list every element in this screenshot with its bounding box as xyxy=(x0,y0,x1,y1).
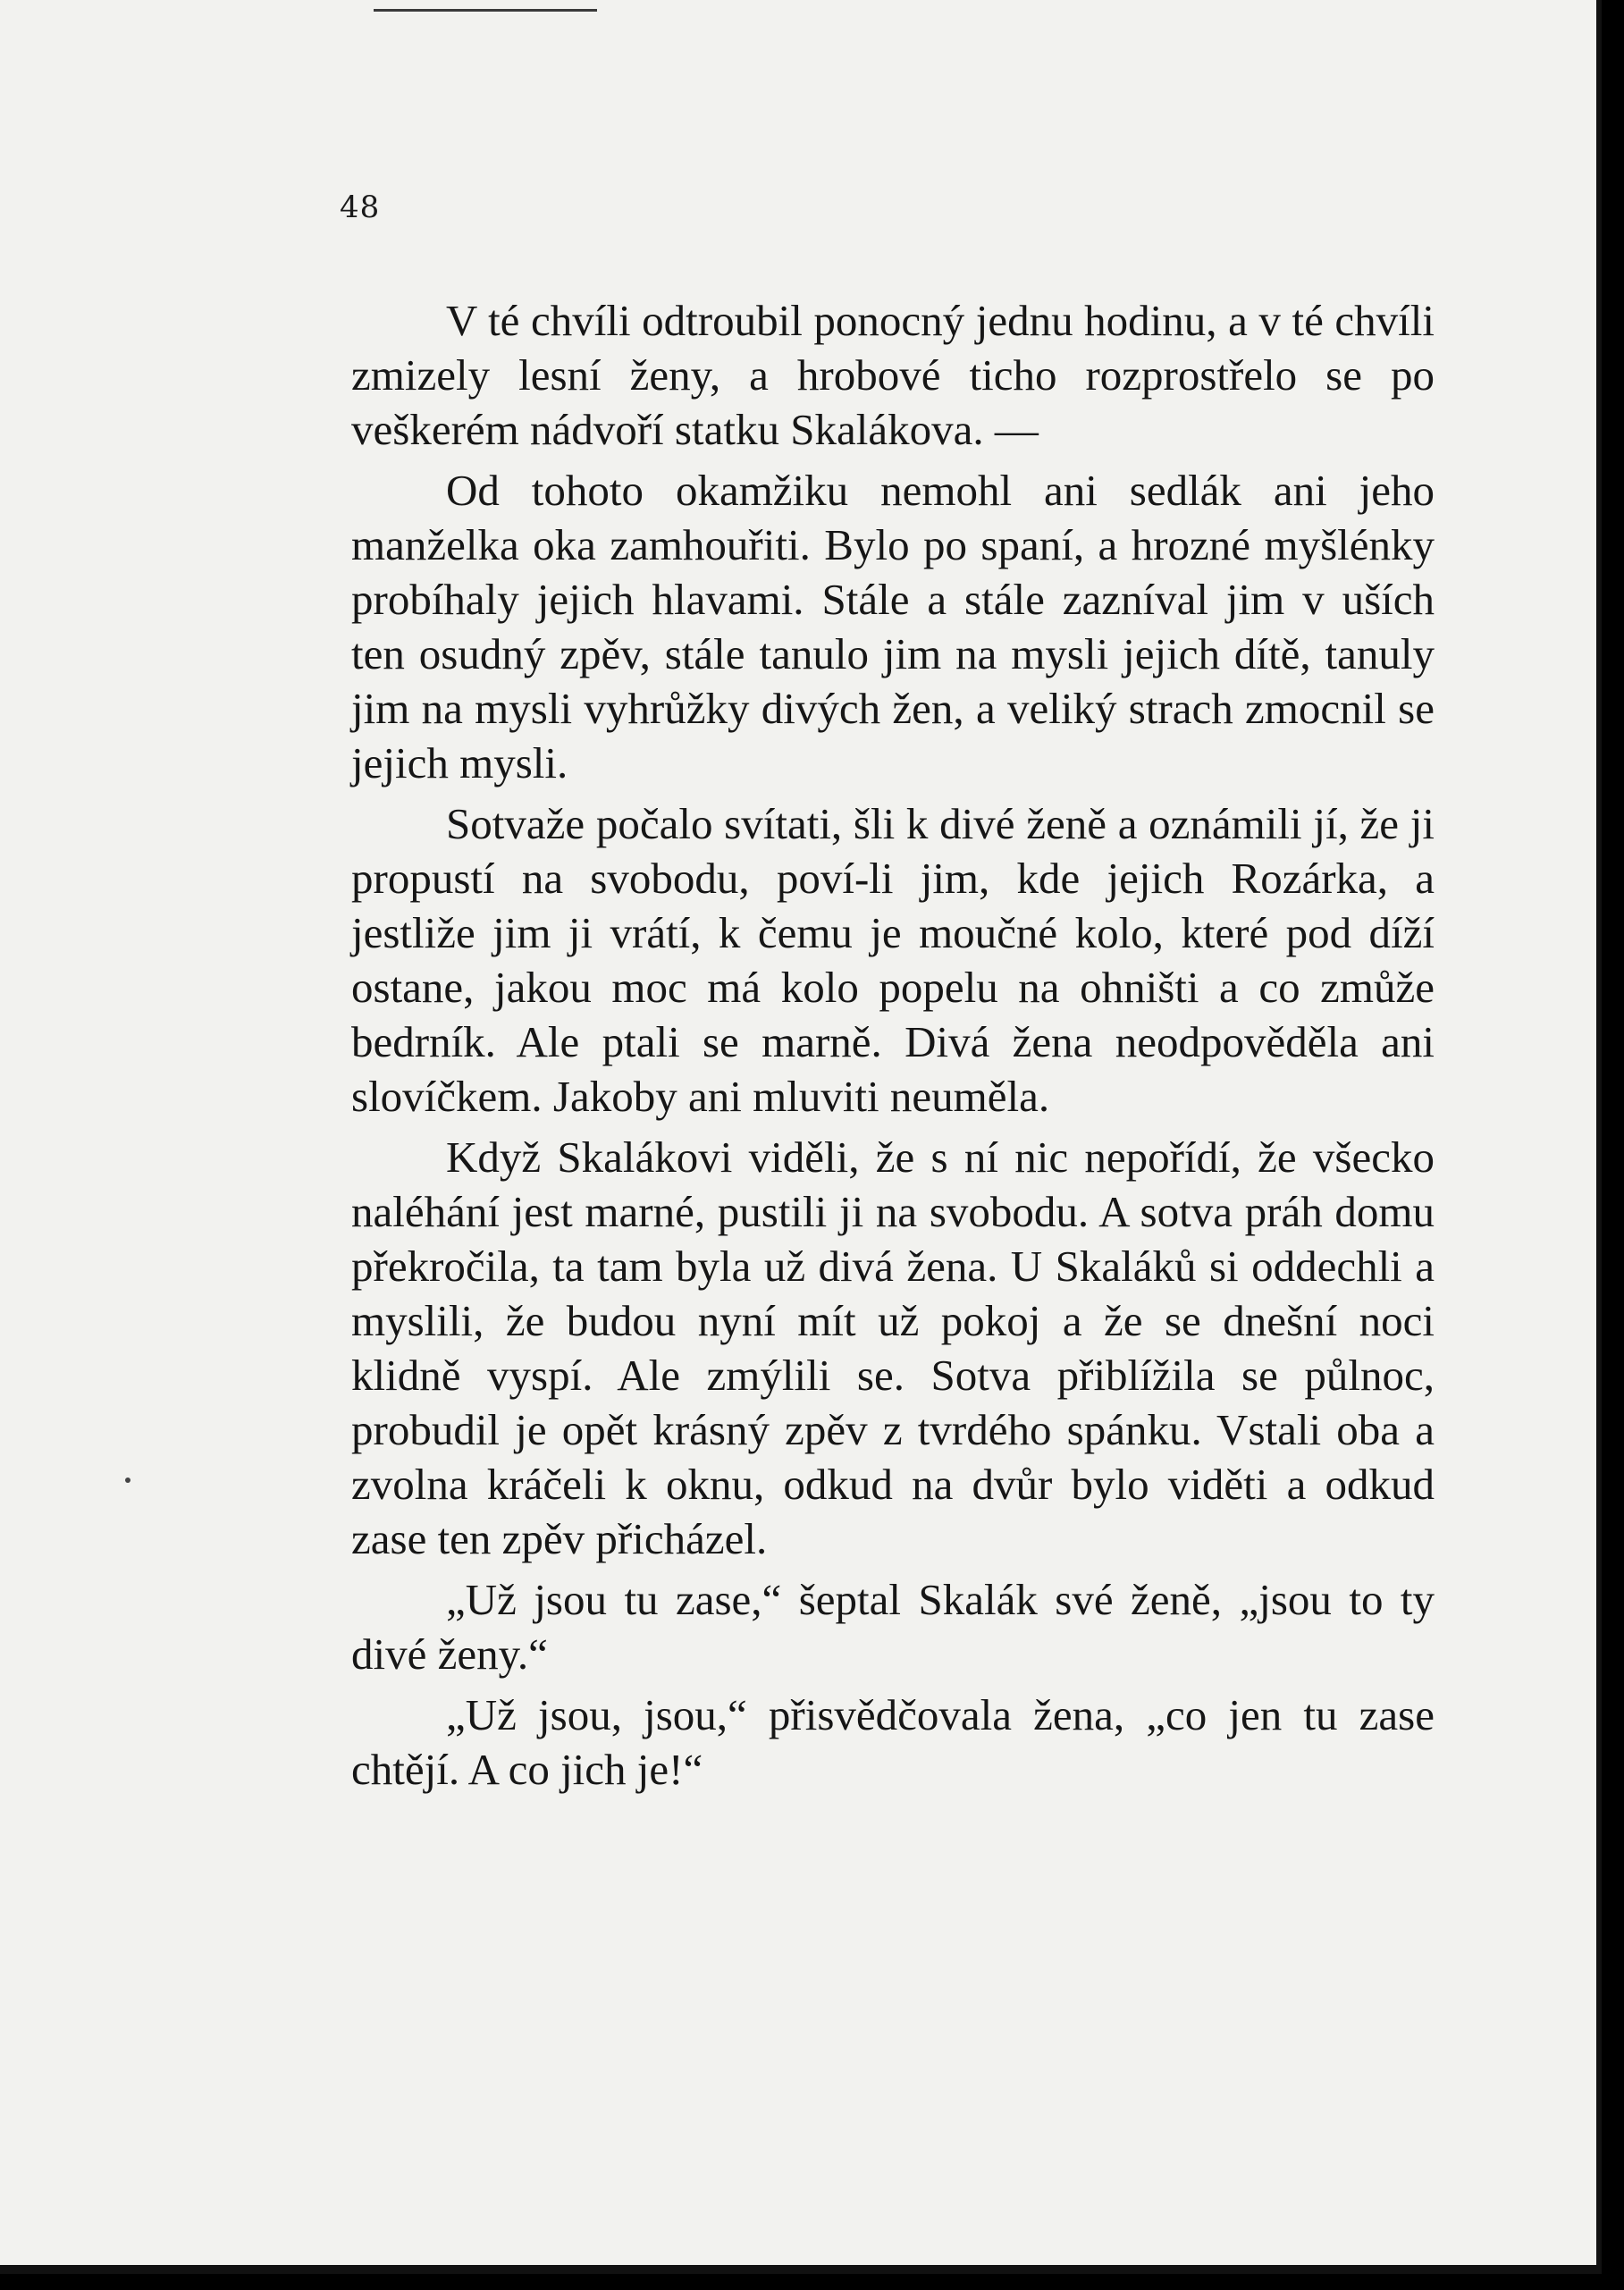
paragraph-3: Sotvaže počalo svítati, šli k divé ženě a oznámili jí, že ji propustí na svobodu, poví-li jim, kde jejich Rozárka, a jestliže jim ji vrátí, k čemu je moučné kolo, které pod díží ostane, jakou moc má kolo popelu na ohništi a co zmůže bedrník. Ale ptali se marně. Divá žena neodpověděla ani slovíčkem. Jakoby ani mluviti neuměla. xyxy=(351,799,1435,1121)
paragraph-5: „Už jsou tu zase,“ šeptal Skalák své ženě, „jsou to ty divé ženy.“ xyxy=(351,1575,1435,1679)
paragraph-2: Od tohoto okamžiku nemohl ani sedlák ani jeho manželka oka zamhouřiti. Bylo po spaní, a hrozné myšlénky probíhaly jejich hlavami. Stále a stále zazníval jim v uších ten osudný zpěv, stále tanulo jim na mysli jejich dítě, tanuly jim na mysli vyhrůžky divých žen, a veliký strach zmocnil se jejich mysli. xyxy=(351,466,1435,787)
page-number: 48 xyxy=(340,189,381,225)
top-edge-rule xyxy=(374,9,597,12)
body-text xyxy=(351,293,1435,1803)
margin-speck xyxy=(125,1478,130,1483)
paragraph-1: V té chvíli odtroubil ponocný jednu hodinu, a v té chvíli zmizely lesní ženy, a hrobové ticho rozprostřelo se po veškerém nádvoří statku Skalákova. — xyxy=(351,296,1435,454)
paragraph-6: „Už jsou, jsou,“ přisvědčovala žena, „co jen tu zase chtějí. A co jich je!“ xyxy=(351,1690,1435,1794)
paragraph-4: Když Skalákovi viděli, že s ní nic nepořídí, že všecko naléhání jest marné, pustili ji na svobodu. A sotva práh domu překročila, ta tam byla už divá žena. U Skaláků si oddechli a myslili, že budou nyní mít už pokoj a že se dnešní noci klidně vyspí. Ale zmýlili se. Sotva přiblížila se půlnoc, probudil je opět krásný zpěv z tvrdého spánku. Vstali oba a zvolna kráčeli k oknu, odkud na dvůr bylo viděti a odkud zase ten zpěv přicházel. xyxy=(351,1132,1435,1563)
